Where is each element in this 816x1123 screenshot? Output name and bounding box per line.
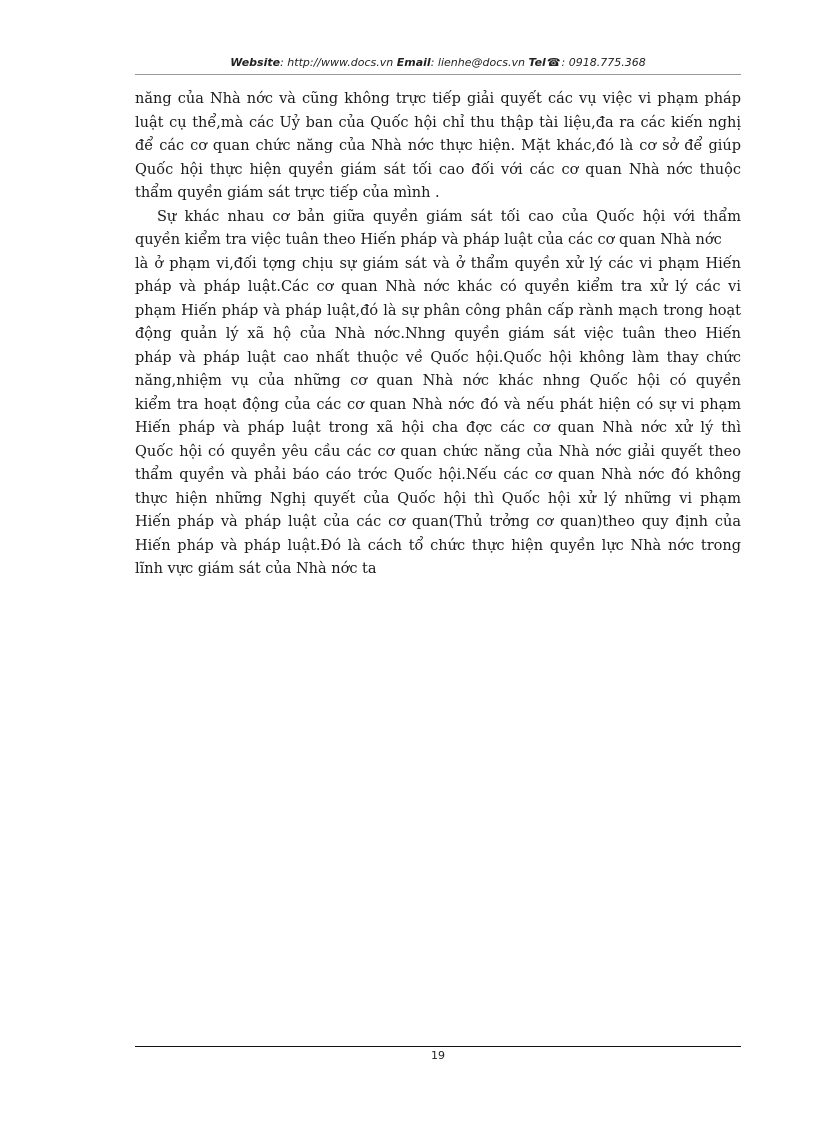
text-line: phạm Hiến pháp và pháp luật,đó là sự phân công phân cấp rành mạch trong hoạt: [135, 302, 741, 319]
footer-rule: [135, 1046, 741, 1047]
text-line: pháp và pháp luật cao nhất thuộc về Quốc hội.Quốc hội không làm thay chức: [135, 349, 741, 366]
text-line: Quốc hội có quyền yêu cầu các cơ quan chức năng của Nhà nớc giải quyết theo: [135, 443, 741, 460]
tel-label: Tel: [528, 56, 546, 69]
page-number: 19: [431, 1049, 445, 1062]
text-line: là ở phạm vi,đối tợng chịu sự giám sát và ở thẩm quyền xử lý các vi phạm Hiến: [135, 255, 741, 272]
text-line: Quốc hội thực hiện quyền giám sát tối cao đối với các cơ quan Nhà nớc thuộc: [135, 161, 741, 178]
text-line: luật cụ thể,mà các Uỷ ban của Quốc hội chỉ thu thập tài liệu,đa ra các kiến nghị: [135, 114, 741, 131]
body-text: [135, 88, 741, 582]
text-line: động quản lý xã hộ của Nhà nớc.Nhng quyền giám sát việc tuân theo Hiến: [135, 326, 741, 342]
text-line: kiểm tra hoạt động của các cơ quan Nhà nớc đó và nếu phát hiện có sự vi phạm: [135, 396, 741, 413]
page-header: [135, 56, 741, 69]
website-value: : http://www.docs.vn: [280, 56, 394, 69]
header-rule: [135, 74, 741, 75]
text-line: năng,nhiệm vụ của những cơ quan Nhà nớc khác nhng Quốc hội có quyền: [135, 373, 741, 389]
website-label: Website: [230, 56, 281, 69]
text-line: Hiến pháp và pháp luật trong xã hội cha đợc các cơ quan Nhà nớc xử lý thì: [135, 420, 741, 436]
phone-icon: ☎: [546, 56, 561, 69]
text-line: thẩm quyền giám sát trực tiếp của mình .: [135, 185, 440, 201]
text-line: năng của Nhà nớc và cũng không trực tiếp giải quyết các vụ việc vi phạm pháp: [135, 91, 741, 107]
text-line: lĩnh vực giám sát của Nhà nớc ta: [135, 561, 377, 577]
text-line: quyền kiểm tra việc tuân theo Hiến pháp và pháp luật của các cơ quan Nhà nớc: [135, 232, 722, 248]
paragraph-first-line: Sự khác nhau cơ bản giữa quyền giám sát tối cao của Quốc hội với thẩm: [157, 208, 741, 225]
text-line: Hiến pháp và pháp luật.Đó là cách tổ chức thực hiện quyền lực Nhà nớc trong: [135, 537, 741, 554]
email-label: Email: [396, 56, 431, 69]
email-value: : lienhe@docs.vn: [430, 56, 525, 69]
text-line: để các cơ quan chức năng của Nhà nớc thực hiện. Mặt khác,đó là cơ sở để giúp: [135, 138, 741, 154]
text-line: thẩm quyền và phải báo cáo trớc Quốc hội.Nếu các cơ quan Nhà nớc đó không: [135, 467, 741, 483]
text-line: pháp và pháp luật.Các cơ quan Nhà nớc khác có quyền kiểm tra xử lý các vi: [135, 279, 741, 295]
text-line: Hiến pháp và pháp luật của các cơ quan(Thủ trởng cơ quan)theo quy định của: [135, 514, 741, 530]
text-line: thực hiện những Nghị quyết của Quốc hội thì Quốc hội xử lý những vi phạm: [135, 490, 741, 507]
tel-value: : 0918.775.368: [561, 56, 646, 69]
